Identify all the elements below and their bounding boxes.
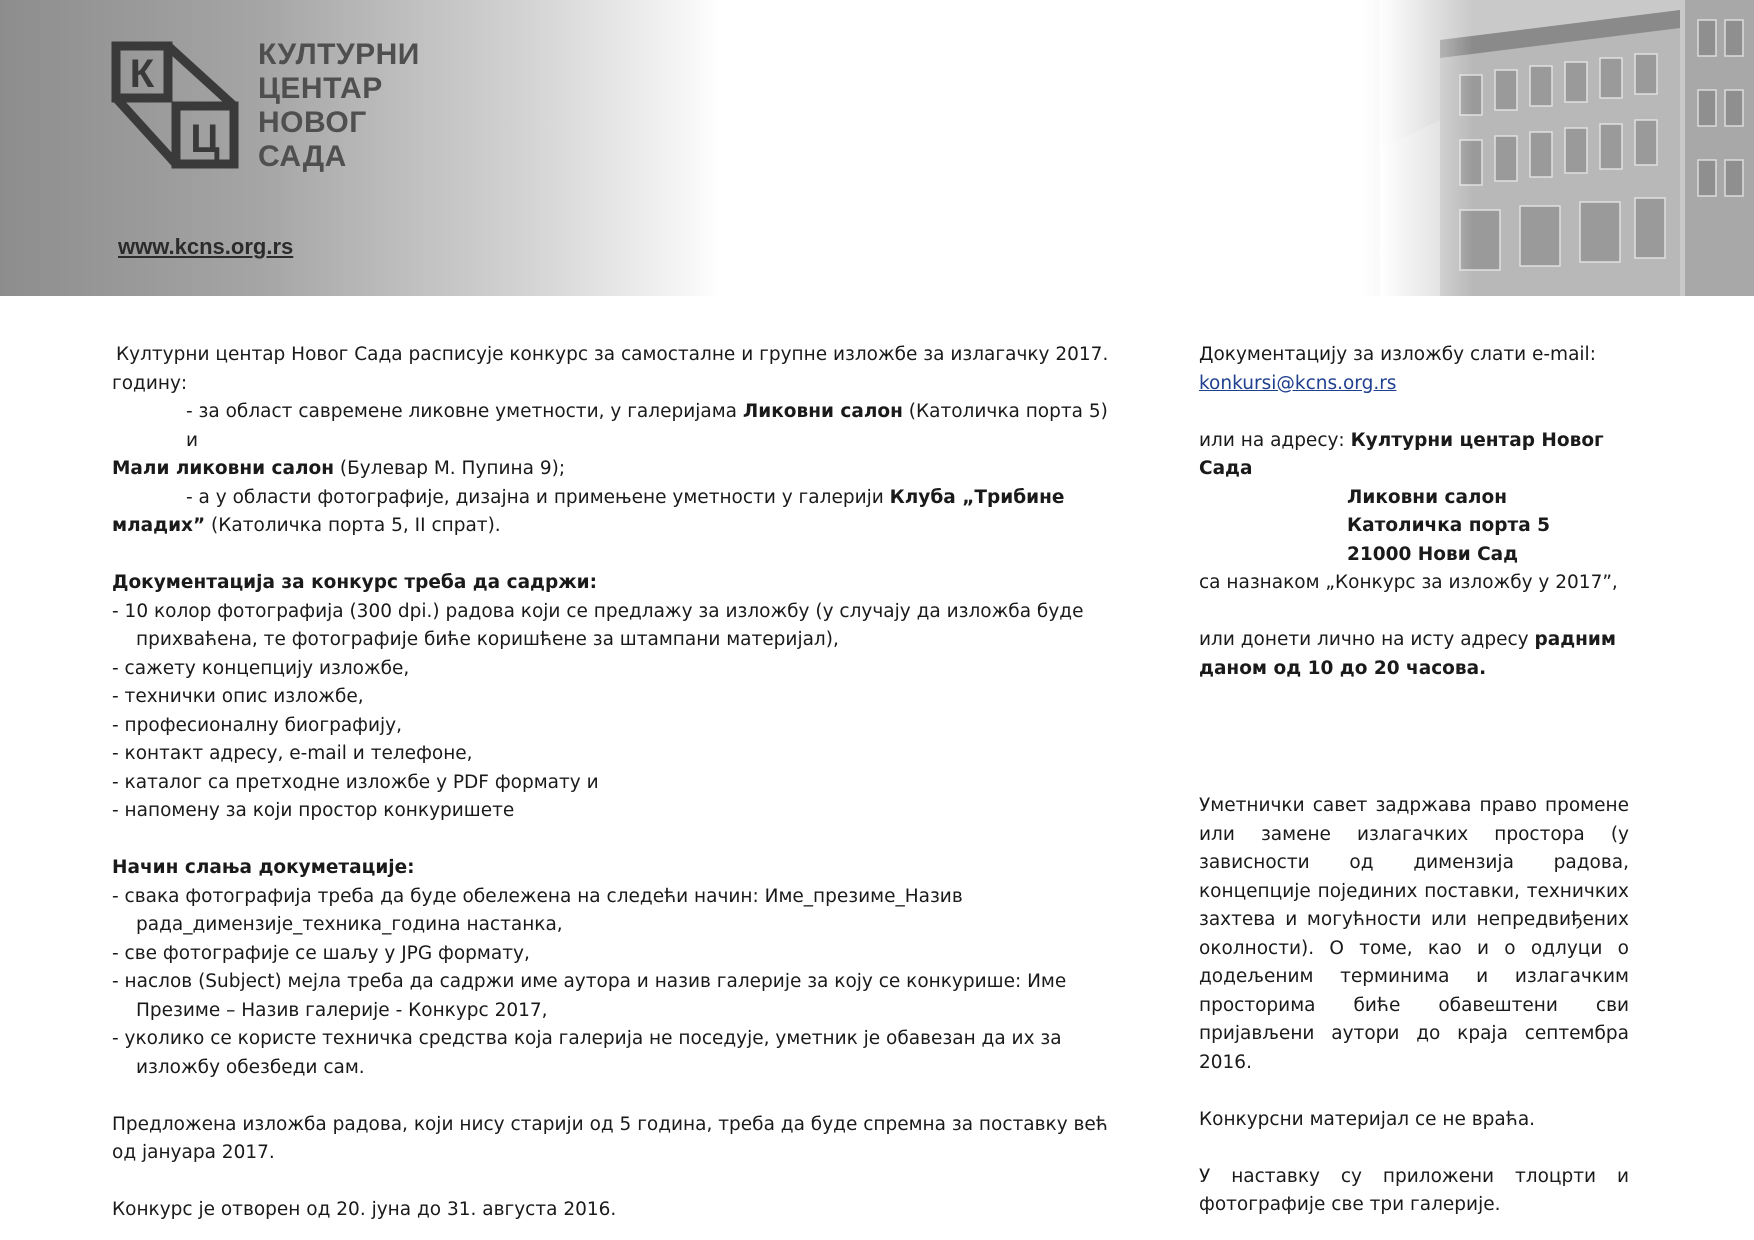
- documentation-heading: Документација за конкурс треба да садржи:: [112, 572, 598, 593]
- address-line: Ликовни салон: [1347, 486, 1507, 508]
- council-line: зависности од димензија радова,: [1199, 852, 1629, 873]
- logo-letter-k: К: [129, 52, 155, 96]
- logo-word: ЦЕНТАР: [258, 72, 383, 105]
- council-line: просторима биће обавештени сви: [1199, 994, 1629, 1016]
- in-person-text: или донети лично на исту адресу: [1199, 629, 1535, 650]
- gallery-address: (Булевар М. Пупина 9);: [334, 458, 566, 479]
- list-item: - све фотографије се шаљу у JPG формату,: [112, 942, 530, 964]
- attached-note: У наставку су приложени тлоцрти и: [1199, 1165, 1629, 1187]
- logo-word: САДА: [258, 140, 347, 173]
- spacer: [112, 541, 1112, 570]
- list-item: - наслов (Subject) мејла треба да садржи име аутора и назив галерије за коју се конкурише: Име: [112, 971, 1067, 992]
- council-line: пријављени аутори до краја септембра 2016.: [1199, 1023, 1629, 1073]
- list-item: - каталог са претходне изложбе у PDF формату и: [112, 771, 599, 793]
- gallery-name: младих”: [112, 515, 206, 536]
- intro-line: годину:: [112, 372, 188, 394]
- in-person-line: [1199, 626, 1634, 655]
- address-line: 21000 Нови Сад: [1347, 543, 1519, 565]
- council-line: околности). О томе, као и о одлуци о: [1199, 937, 1629, 959]
- attached-note: фотографије све три галерије.: [1199, 1194, 1501, 1215]
- open-period: Конкурс је отворен од 20. јуна до 31. августа 2016.: [112, 1199, 617, 1220]
- sending-heading: Начин слања докуметације:: [112, 857, 415, 878]
- spacer: [1199, 1077, 1629, 1106]
- gallery-name: Мали ликовни салон: [112, 458, 335, 479]
- list-item-cont: изложбу обезбеди сам.: [136, 1056, 365, 1078]
- photo-text: - а у области фотографије, дизајна и примењене уметности у галерији: [186, 486, 890, 508]
- spacer: [112, 1082, 1112, 1111]
- spacer: [1199, 1134, 1629, 1163]
- gallery-address: (Католичка порта 5, II спрат).: [205, 515, 501, 536]
- council-line: додељеним терминима и излагачким: [1199, 966, 1629, 987]
- fine-arts-paragraph: [112, 398, 1112, 455]
- logo-word: КУЛТУРНИ: [258, 38, 420, 71]
- building-photo: [1380, 0, 1754, 296]
- main-text-column: [112, 341, 1112, 1225]
- spacer: [112, 1168, 1112, 1197]
- list-item: - сажету концепцију изложбе,: [112, 657, 410, 679]
- list-item: - технички опис изложбе,: [112, 686, 364, 707]
- in-person-bold: радним: [1534, 629, 1617, 650]
- photo-paragraph: [112, 484, 1112, 513]
- council-line: захтева и могућности или непредвиђених: [1199, 909, 1629, 930]
- list-item: - контакт адресу, e-mail и телефоне,: [112, 743, 473, 764]
- header-band: [0, 0, 1754, 296]
- logo-word: НОВОГ: [258, 106, 367, 139]
- list-item: - професионалну биографију,: [112, 714, 402, 736]
- kcns-logo-mark: [110, 40, 240, 170]
- address-label: или на адресу:: [1199, 429, 1351, 451]
- gallery-address: (Католичка порта 5) и: [186, 401, 1108, 451]
- council-line: Уметнички савет задржава право промене: [1199, 795, 1629, 816]
- list-item: - свака фотографија треба да буде обележена на следећи начин: Име_презиме_Назив: [112, 885, 963, 907]
- gallery-name: Клуба „Трибине: [889, 486, 1065, 508]
- contact-column: [1199, 341, 1634, 683]
- list-item-cont: рада_димензије_техника_година настанка,: [136, 914, 563, 935]
- gallery-name: Ликовни салон: [742, 401, 903, 422]
- subject-note: са назнаком „Конкурс за изложбу у 2017”,: [1199, 572, 1618, 593]
- logo-letter-c: Ц: [190, 117, 220, 161]
- list-item: - 10 колор фотографија (300 dpi.) радова који се предлажу за изложбу (у случају да изложба буде: [112, 600, 1084, 622]
- email-label: Документацију за изложбу слати e-mail:: [1199, 344, 1596, 365]
- photo-paragraph-cont: [112, 512, 1112, 541]
- list-item: - уколико се користе техничка средства која галерија не поседује, уметник је обавезан да их за: [112, 1028, 1062, 1049]
- fine-arts-text: - за област савремене ликовне уметности, у галеријама: [186, 401, 743, 422]
- council-line: или замене излагачких простора (у: [1199, 823, 1629, 845]
- list-item-cont: прихваћена, те фотографије биће коришћене за штампани материјал),: [136, 629, 839, 650]
- spacer: [112, 826, 1112, 855]
- spacer: [1199, 598, 1634, 627]
- intro-line: Културни центар Новог Сада расписује конкурс за самосталне и групне изложбе за излагачку 2017.: [116, 344, 1109, 365]
- list-item: - напомену за који простор конкуришете: [112, 800, 515, 821]
- list-item-cont: Презиме – Назив галерије - Конкурс 2017,: [136, 999, 548, 1021]
- ready-line: Предложена изложба радова, који нису старији од 5 година, треба да буде спремна за поставку већ: [112, 1113, 1108, 1135]
- website-link[interactable]: www.kcns.org.rs: [118, 234, 294, 259]
- no-return-note: Конкурсни материјал се не враћа.: [1199, 1108, 1536, 1130]
- address-line: Католичка порта 5: [1347, 515, 1550, 536]
- in-person-hours: даном од 10 до 20 часова.: [1199, 657, 1487, 679]
- email-link[interactable]: konkursi@kcns.org.rs: [1199, 372, 1397, 394]
- council-note: [1199, 792, 1629, 1220]
- spacer: [1199, 398, 1634, 427]
- fine-arts-paragraph-cont: [112, 455, 1112, 484]
- address-name: Културни центар Новог Сада: [1199, 429, 1604, 479]
- logo-wordmark: [258, 38, 420, 174]
- ready-line: од јануара 2017.: [112, 1142, 275, 1163]
- council-line: концепције појединих поставки, техничких: [1199, 880, 1629, 902]
- address-line: [1199, 427, 1634, 484]
